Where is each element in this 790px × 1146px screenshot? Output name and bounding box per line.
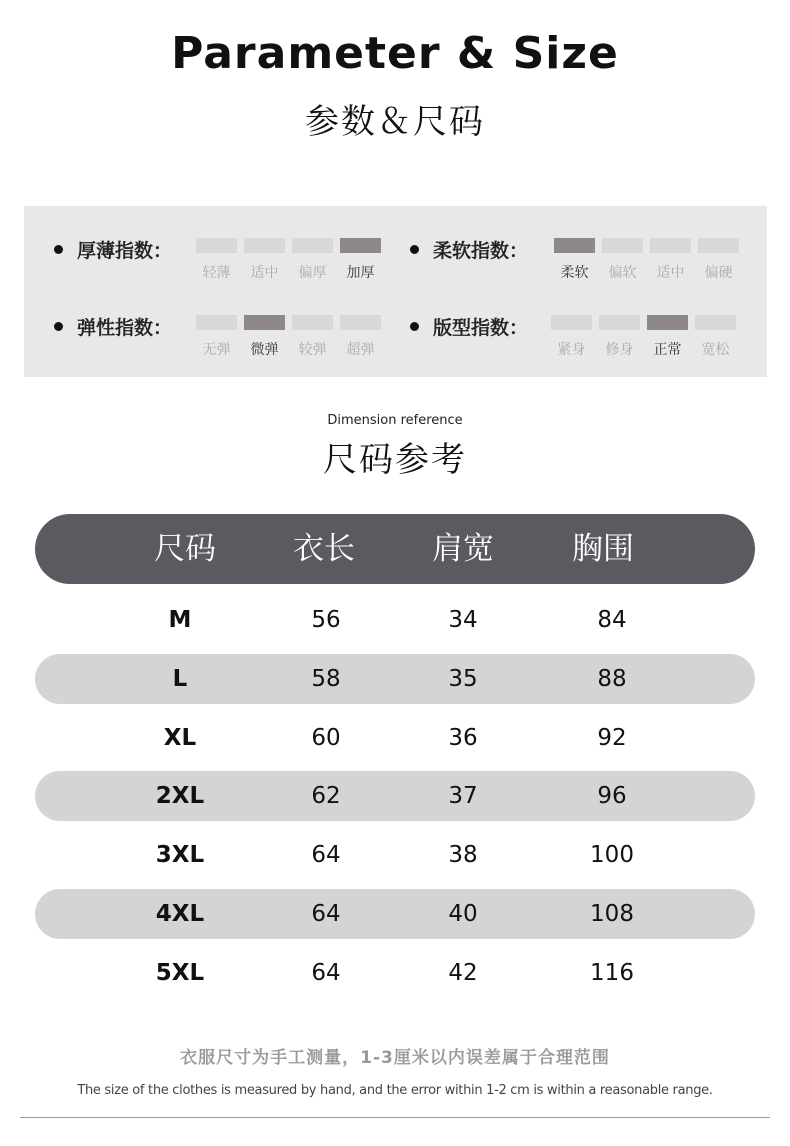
header-chest: 胸围 [572, 531, 634, 567]
level-options [554, 262, 739, 282]
level-bars [551, 315, 736, 330]
level-bar [244, 238, 285, 253]
value-cell: 100 [590, 842, 634, 869]
table-row [35, 713, 755, 763]
header-length: 衣长 [293, 531, 355, 567]
table-row [35, 771, 755, 821]
value-cell: 40 [448, 901, 478, 927]
level-bar [695, 315, 736, 330]
measurement-note-cn: 衣服尺寸为手工测量，1-3厘米以内误差属于合理范围 [180, 1048, 610, 1068]
value-cell: 62 [311, 783, 341, 810]
value-cell: 38 [448, 842, 478, 869]
value-cell: 116 [590, 959, 634, 986]
level-option: 紧身 [557, 342, 586, 358]
value-cell: 64 [311, 901, 341, 927]
level-option: 偏厚 [298, 265, 327, 281]
level-bar [554, 238, 595, 253]
table-row [35, 830, 755, 880]
value-cell: 92 [597, 724, 627, 751]
level-bar [551, 315, 592, 330]
parameter-label: 柔软指数： [433, 240, 529, 262]
level-bar [650, 238, 691, 253]
dimension-title-cn: 尺码参考 [323, 440, 467, 480]
bullet-icon [54, 245, 63, 254]
value-cell: 58 [311, 665, 341, 692]
level-option: 较弹 [298, 342, 327, 358]
level-bar [196, 238, 237, 253]
size-cell: 2XL [155, 783, 205, 810]
size-cell: XL [163, 724, 197, 751]
table-row [35, 595, 755, 645]
level-options [196, 262, 381, 282]
value-cell: 88 [597, 665, 627, 692]
level-option: 轻薄 [202, 265, 231, 281]
parameter-label: 版型指数： [433, 317, 529, 339]
size-cell: 4XL [155, 901, 205, 927]
level-bar [698, 238, 739, 253]
bullet-icon [410, 245, 419, 254]
level-bar [647, 315, 688, 330]
level-bar [340, 238, 381, 253]
level-option: 超弹 [346, 342, 375, 358]
level-option: 无弹 [202, 342, 231, 358]
level-bars [196, 238, 381, 253]
page-subtitle: 参数＆尺码 [305, 102, 485, 142]
level-bar [599, 315, 640, 330]
size-cell: L [172, 665, 188, 692]
level-option: 宽松 [701, 342, 730, 358]
size-cell: M [168, 607, 192, 633]
value-cell: 36 [448, 724, 478, 751]
level-option: 微弹 [250, 342, 279, 358]
page-title: Parameter & Size [171, 28, 619, 79]
level-option: 偏软 [608, 265, 637, 281]
parameter-label: 弹性指数： [77, 317, 173, 339]
level-bar [292, 238, 333, 253]
value-cell: 64 [311, 842, 341, 869]
table-row [35, 948, 755, 998]
value-cell: 64 [311, 959, 341, 986]
level-bars [554, 238, 739, 253]
level-bar [340, 315, 381, 330]
header-shoulder: 肩宽 [432, 531, 494, 567]
value-cell: 34 [448, 607, 478, 633]
level-option: 柔软 [560, 265, 589, 281]
level-option: 正常 [653, 342, 682, 358]
value-cell: 84 [597, 607, 627, 633]
value-cell: 42 [448, 959, 478, 986]
value-cell: 56 [311, 607, 341, 633]
level-bars [196, 315, 381, 330]
size-table-header [35, 514, 755, 584]
bullet-icon [410, 322, 419, 331]
level-bar [292, 315, 333, 330]
size-cell: 5XL [155, 959, 205, 986]
parameter-label: 厚薄指数： [77, 240, 173, 262]
parameter-panel [24, 206, 767, 377]
level-option: 偏硬 [704, 265, 733, 281]
level-bar [602, 238, 643, 253]
level-bar [196, 315, 237, 330]
value-cell: 37 [448, 783, 478, 810]
header-size: 尺码 [154, 531, 216, 567]
value-cell: 35 [448, 665, 478, 692]
bullet-icon [54, 322, 63, 331]
level-options [196, 339, 381, 359]
measurement-note-en: The size of the clothes is measured by hand, and the error within 1-2 cm is within a reasonable range. [77, 1083, 713, 1098]
dimension-title-en: Dimension reference [327, 413, 463, 428]
level-option: 加厚 [346, 265, 375, 281]
level-option: 适中 [656, 265, 685, 281]
level-bar [244, 315, 285, 330]
table-row [35, 889, 755, 939]
level-options [551, 339, 736, 359]
level-option: 修身 [605, 342, 634, 358]
size-cell: 3XL [155, 842, 205, 869]
level-option: 适中 [250, 265, 279, 281]
bottom-divider [20, 1117, 770, 1118]
value-cell: 60 [311, 724, 341, 751]
table-row [35, 654, 755, 704]
value-cell: 108 [590, 901, 634, 927]
value-cell: 96 [597, 783, 627, 810]
